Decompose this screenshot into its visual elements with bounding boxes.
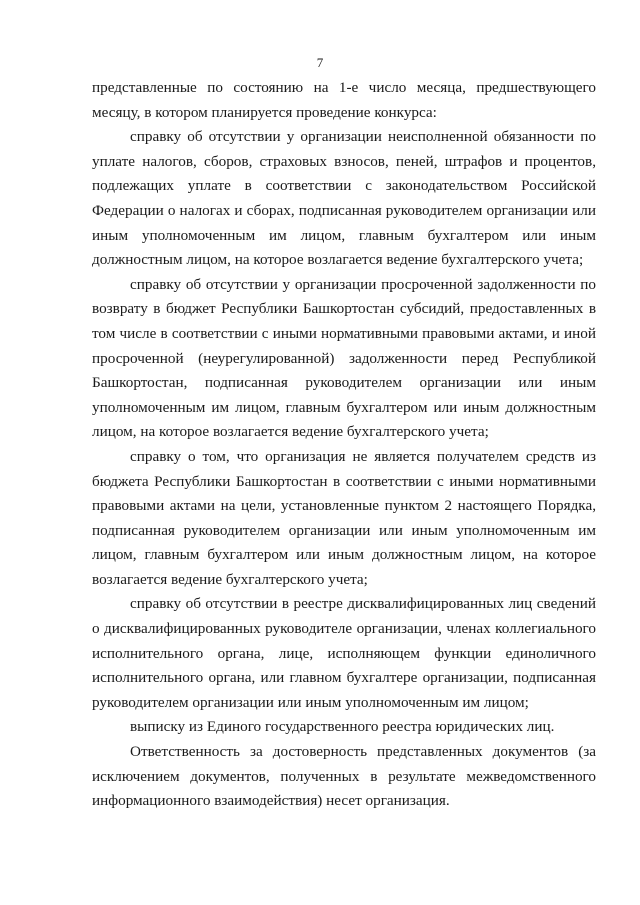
paragraph-tax-certificate: справку об отсутствии у организации неисполненной обязанности по уплате налогов, сборов, страховых взносов, пеней, штрафов и процентов, подлежащих уплате в соответствии с законодательством Российской Федерации о налогах и сборах, подписанная руководителем организации или иным уполномоченным им лицом, главным бухгалтером или иным должностным лицом, на которое возлагается ведение бухгалтерского учета; xyxy=(92,128,596,269)
paragraph-funds-certificate: справку о том, что организация не является получателем средств из бюджета Республики Башкортостан в соответствии с иными нормативными правовыми актами на цели, установленные пунктом 2 настоящего Порядка, подписанная руководителем организации или иным уполномоченным им лицом, главным бухгалтером или иным должностным лицом, на которое возлагается ведение бухгалтерского учета; xyxy=(92,447,596,588)
paragraph-intro: представленные по состоянию на 1-е число месяца, предшествующего месяцу, в котором планируется проведение конкурса: xyxy=(92,79,596,121)
document-body xyxy=(92,76,596,814)
paragraph-debt-certificate: справку об отсутствии у организации просроченной задолженности по возврату в бюджет Республики Башкортостан субсидий, предоставленных в том числе в соответствии с иными нормативными правовыми актами, и иной просроченной (неурегулированной) задолженности перед Республикой Башкортостан, подписанная руководителем организации или иным уполномоченным им лицом, главным бухгалтером или иным должностным лицом, на которое возлагается ведение бухгалтерского учета; xyxy=(92,275,596,441)
paragraph-responsibility: Ответственность за достоверность представленных документов (за исключением документов, полученных в результате межведомственного информационного взаимодействия) несет организация. xyxy=(92,743,596,810)
paragraph-registry-extract: выписку из Единого государственного реестра юридических лиц. xyxy=(130,718,555,736)
page-number: 7 xyxy=(316,55,324,70)
paragraph-disqualified-registry: справку об отсутствии в реестре дисквалифицированных лиц сведений о дисквалифицированных руководителе организации, членах коллегиального исполнительного органа, лице, исполняющем функции единоличного исполнительного органа, или главном бухгалтере организации, подписанная руководителем организации или иным уполномоченным им лицом; xyxy=(92,595,596,711)
